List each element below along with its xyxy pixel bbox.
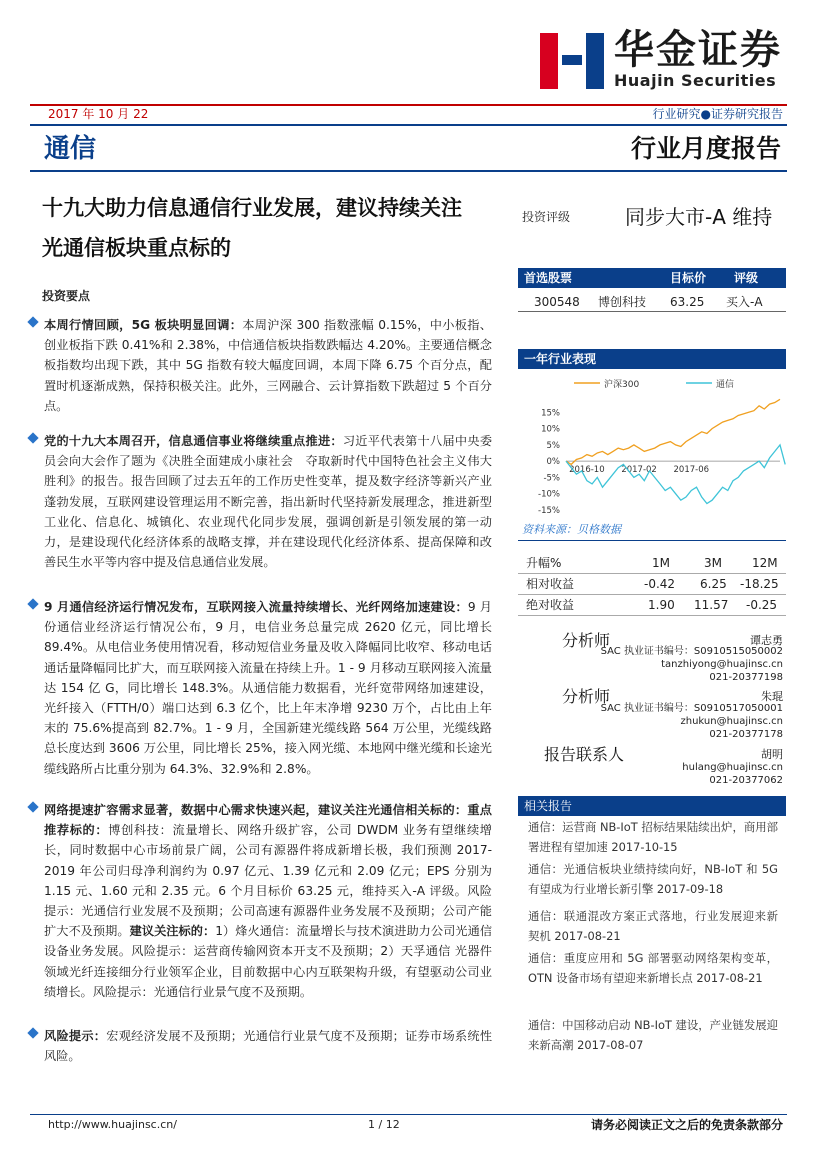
bullet-diamond-icon bbox=[27, 432, 38, 443]
rating-label: 投资评级 bbox=[522, 210, 571, 224]
logo-name-en: Huajin Securities bbox=[614, 71, 777, 90]
stock-name: 博创科技 bbox=[598, 295, 647, 309]
y-tick-label: 0% bbox=[546, 457, 560, 468]
bullet-weekly-review: 本周行情回顾，5G 板块明显回调：本周沪深 300 指数涨幅 0.15%，中小板指、创业板指下跌 0.41%和 2.38%，中信通信板块指数跌幅达 4.20%。主要通信概念板指数均出现下跌，其中 5G 指数有较大幅度回调，本周下降 6.75 个百分点，配置时机逐渐成熟，保持积极关注。此外，三网融合、云计算指数下跌超过 5 个百分点。 bbox=[44, 315, 492, 416]
rating-value: 同步大市-A 维持 bbox=[625, 205, 773, 229]
contact-phone: 021-20377062 bbox=[709, 775, 783, 786]
related-report-item[interactable]: 通信：运营商 NB-IoT 招标结果陆续出炉，商用部署进程有望加速 2017-10-15 bbox=[528, 820, 779, 854]
report-date: 2017 年 10 月 22 bbox=[48, 107, 149, 121]
x-tick-label: 2017-02 bbox=[621, 465, 657, 476]
legend-label: 通信 bbox=[716, 380, 735, 390]
analyst-2-cert: SAC 执业证书编号：S0910517050001 bbox=[600, 703, 783, 714]
performance-table bbox=[518, 553, 786, 616]
stock-target: 63.25 bbox=[670, 295, 705, 309]
analyst-2-email[interactable]: zhukun@huajinsc.cn bbox=[680, 716, 783, 727]
x-tick-label: 2016-10 bbox=[569, 465, 605, 476]
report-title-line1: 十九大助力信息通信行业发展，建议持续关注 bbox=[42, 196, 462, 220]
key-points-heading: 投资要点 bbox=[42, 289, 91, 303]
page-number: 1 / 12 bbox=[368, 1118, 400, 1131]
related-report-item[interactable]: 通信：重度应用和 5G 部署驱动网络架构变革，OTN 设备市场有望迎来新增长点 2017-08-21 bbox=[528, 951, 778, 985]
footer-rule bbox=[30, 1114, 787, 1115]
analyst-1-cert: SAC 执业证书编号：S0910515050002 bbox=[600, 646, 783, 657]
related-reports-heading: 相关报告 bbox=[518, 796, 786, 816]
report-kind: 行业研究●证券研究报告 bbox=[652, 107, 783, 121]
x-tick-label: 2017-06 bbox=[673, 465, 710, 476]
bullet-risk: 风险提示：宏观经济发展不及预期；光通信行业景气度不及预期；证券市场系统性风险。 bbox=[44, 1026, 492, 1066]
bullet-diamond-icon bbox=[27, 1027, 38, 1038]
analyst-1-email[interactable]: tanzhiyong@huajinsc.cn bbox=[661, 659, 783, 670]
bullet-recommendations: 网络提速扩容需求显著，数据中心需求快速兴起，建议关注光通信相关标的：重点推荐标的：博创科技：流量增长、网络升级扩容，公司 DWDM 业务有望继续增长，同时数据中心市场前景广阔，公司有源器件将成新增长极，我们预测 2017-2019 年公司归母净利润约为 0.97 亿元、1.39 亿元和 2.09 亿元；EPS 分别为 1.15 元、1.60 元和 2.35 元。6 个月目标价 63.25 元，维持买入-A 评级。风险提示：光通信行业发展不及预期；公司高速有源器件业务发展不及预期；公司产能扩大不及预期。建议关注标的：1）烽火通信：流量增长与技术演进助力公司光通信设备业务发展。风险提示：运营商传输网资本开支不及预期；2）天孚通信 光器件领域光纤连接细分行业领军企业，目前数据中心内互联架构升级，有望驱动公司业绩增长。风险提示：光通信行业景气度不及预期。 bbox=[44, 800, 492, 1002]
table-row: 绝对收益 1.90 11.57 -0.25 bbox=[518, 595, 786, 616]
footer-disclaimer: 请务必阅读正文之后的免责条款部分 bbox=[590, 1118, 783, 1132]
source-rule bbox=[518, 540, 786, 541]
analyst-2-title: 分析师 bbox=[562, 687, 611, 706]
related-report-item[interactable]: 通信：光通信板块业绩持续向好，NB-IoT 和 5G 有望成为行业增长新引擎 2017-09-18 bbox=[528, 862, 778, 896]
report-title-line2: 光通信板块重点标的 bbox=[42, 236, 231, 260]
report-type: 行业月度报告 bbox=[630, 134, 781, 163]
stock-col-target: 目标价 bbox=[670, 271, 707, 285]
stock-table-header bbox=[518, 268, 786, 288]
analyst-1-name: 谭志勇 bbox=[750, 634, 783, 647]
legend-label: 沪深300 bbox=[604, 380, 640, 390]
stock-code: 300548 bbox=[534, 295, 580, 309]
series-line-hs300 bbox=[566, 399, 780, 464]
y-tick-label: -10% bbox=[538, 489, 560, 500]
bullet-diamond-icon bbox=[27, 801, 38, 812]
bullet-congress: 党的十九大本周召开，信息通信事业将继续重点推进：习近平代表第十八届中央委员会向大会作了题为《决胜全面建成小康社会 夺取新时代中国特色社会主义伟大胜利》的报告。报告回顾了过去五年的工作历史性变革，提及数字经济等新兴产业蓬勃发展，互联网建设管理运用不断完善，指出新时代坚持新发展理念，推进新型工业化、信息化、城镇化、农业现代化同步发展，强调创新是引领发展的第一动力，是建设现代化经济体系的战略支撑，并在建设现代化经济体系、提高保障和改善民生水平等内容中提及信息通信业发展。 bbox=[44, 431, 492, 572]
stock-row bbox=[518, 292, 786, 312]
stock-rating: 买入-A bbox=[726, 295, 763, 309]
contact-title: 报告联系人 bbox=[544, 745, 625, 764]
perf-table-header: 升幅% 1M 3M 12M bbox=[518, 553, 786, 574]
analyst-1-phone: 021-20377198 bbox=[709, 672, 783, 683]
bullet-september-data: 9 月通信经济运行情况发布，互联网接入流量持续增长、光纤网络加速建设：9 月份通信业经济运行情况公布，9 月，电信业务总量完成 2620 亿元，同比增长 89.4%。从电信业务使用情况看，移动短信业务量及收入降幅同比收窄、移动电话通话量降幅同比扩大，而互联网接入流量在持续上升。1 - 9 月移动互联网接入流量达 154 亿 G，同比增长 148.3%。从通信能力数据看，光纤宽带网络加速建设，光纤接入（FTTH/0）端口达到 6.3 亿个，比上年末净增 9230 万个，占比由上年末的 75.6%提高到 82.7%。1 - 9 月，全国新建光缆线路 564 万公里，光缆线路总长度达到 3606 万公里，同比增长 25%，接入网光缆、本地网中继光缆和长途光缆线路所占比重分别为 64.3%、32.9%和 2.8%。 bbox=[44, 597, 492, 779]
y-tick-label: 5% bbox=[546, 440, 560, 451]
analyst-2-name: 朱琨 bbox=[761, 690, 783, 703]
chart-source: 资料来源：贝格数据 bbox=[522, 523, 621, 536]
performance-chart bbox=[518, 372, 786, 514]
stock-col-pick: 首选股票 bbox=[524, 271, 573, 285]
stock-col-rating: 评级 bbox=[734, 271, 759, 285]
related-report-item[interactable]: 通信：联通混改方案正式落地，行业发展迎来新契机 2017-08-21 bbox=[528, 909, 778, 943]
table-row: 相对收益 -0.42 6.25 -18.25 bbox=[518, 574, 786, 595]
bullet-diamond-icon bbox=[27, 598, 38, 609]
performance-heading: 一年行业表现 bbox=[518, 349, 786, 369]
y-tick-label: -15% bbox=[538, 506, 560, 514]
y-tick-label: -5% bbox=[543, 473, 560, 484]
footer-url[interactable]: http://www.huajinsc.cn/ bbox=[48, 1118, 177, 1131]
logo-name-cn: 华金证券 bbox=[614, 27, 782, 73]
y-tick-label: 10% bbox=[541, 424, 560, 435]
industry-name: 通信 bbox=[44, 134, 97, 164]
bullet-diamond-icon bbox=[27, 316, 38, 327]
contact-email[interactable]: hulang@huajinsc.cn bbox=[682, 762, 783, 773]
logo-mark bbox=[540, 33, 604, 89]
related-report-item[interactable]: 通信：中国移动启动 NB-IoT 建设，产业链发展迎来新高潮 2017-08-07 bbox=[528, 1018, 779, 1052]
y-tick-label: 15% bbox=[541, 408, 560, 419]
contact-name: 胡明 bbox=[761, 748, 783, 761]
analyst-1-title: 分析师 bbox=[562, 631, 611, 650]
analyst-2-phone: 021-20377178 bbox=[709, 729, 783, 740]
